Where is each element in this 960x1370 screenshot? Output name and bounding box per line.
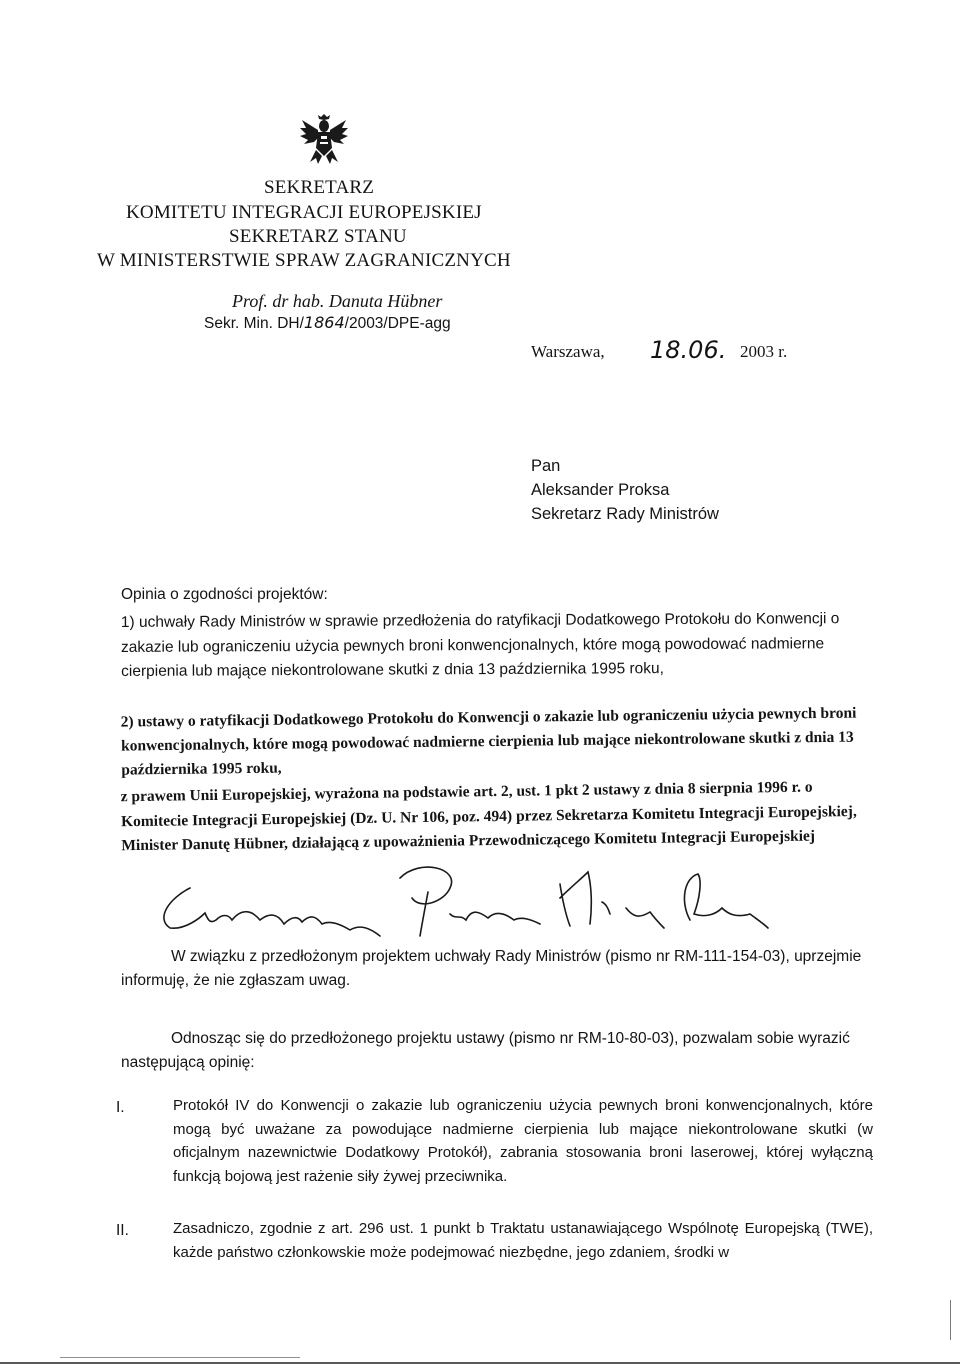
date-year: 2003 r.: [740, 342, 788, 361]
reference-suffix: /2003/DPE-agg: [344, 315, 451, 332]
handwritten-signatures: [150, 858, 790, 958]
author-name: Prof. dr hab. Danuta Hübner: [232, 291, 443, 311]
header-line-1: SEKRETARZ: [264, 177, 375, 198]
addressee-salutation: Pan: [531, 457, 561, 475]
header-line-3: SEKRETARZ STANU: [229, 226, 407, 247]
point-2-text: Zasadniczo, zgodnie z art. 296 ust. 1 punkt b Traktatu ustanawiającego Wspólnotę Europejską (TWE), każde państwo członkowskie może podejmować niezbędne, jego zdaniem, środki w: [173, 1220, 873, 1261]
point-1-text: Protokół IV do Konwencji o zakazie lub ograniczeniu użycia pewnych broni konwencjonalnych, które mogą być uważane za powodujące nadmierne cierpienia lub mające niekontrolowane skutki (w oficjalnym nazewnictwie Dodatkowy Protokół), zabrania stosowania broni laserowej, której wyłączną funkcją bojową jest rażenie siły żywej przeciwnika.: [173, 1097, 873, 1185]
stamp-heading: Opinia o zgodności projektów:: [121, 586, 328, 603]
stamp-body: z prawem Unii Europejskiej, wyrażona na podstawie art. 2, ust. 1 pkt 2 ustawy z dnia 8 sierpnia 1996 r. o Komitecie Integracji Europejskiej (Dz. U. Nr 106, poz. 494) przez Sekretarza Komitetu Integracji Europejskiej, Minister Danutę Hübner, działającą z upoważnienia Przewodniczącego Komitetu Integracji Europejskiej: [120, 778, 857, 855]
stamp-item-1: 1) uchwały Rady Ministrów w sprawie przedłożenia do ratyfikacji Dodatkowego Protokołu do Konwencji o zakazie lub ograniczeniu użycia pewnych broni konwencjonalnych, które mogą powodować nadmierne cierpienia lub mające niekontrolowane skutki z dnia 13 października 1995 roku,: [120, 610, 840, 680]
header-line-2: KOMITETU INTEGRACJI EUROPEJSKIEJ: [126, 202, 482, 223]
date-handwritten: 18.06.: [650, 336, 727, 364]
point-1-number: I.: [116, 1099, 125, 1116]
addressee-title: Sekretarz Rady Ministrów: [531, 505, 719, 523]
addressee-name: Aleksander Proksa: [531, 481, 670, 499]
reference-handwritten: 1864: [303, 313, 345, 332]
reference-prefix: Sekr. Min. DH/: [204, 315, 304, 332]
paragraph-opinion: Odnosząc się do przedłożonego projektu ustawy (pismo nr RM-10-80-03), pozwalam sobie wyrazić następującą opinię:: [121, 1030, 850, 1071]
point-2-number: II.: [116, 1222, 129, 1239]
scan-edge-line-short: [60, 1357, 300, 1358]
date-place: Warszawa,: [531, 342, 605, 361]
eagle-emblem-icon: [296, 110, 352, 170]
stamp-item-2: 2) ustawy o ratyfikacji Dodatkowego Protokołu do Konwencji o zakazie lub ograniczeniu użycia pewnych broni konwencjonalnych, które mogą powodować nadmierne cierpienia lub mające niekontrolowane skutki z dnia 13 października 1995 roku,: [120, 704, 857, 779]
header-line-4: W MINISTERSTWIE SPRAW ZAGRANICZNYCH: [97, 250, 511, 271]
reference-number: [204, 313, 451, 333]
scan-edge-line: [0, 1362, 960, 1364]
scan-margin-mark: [950, 1300, 951, 1340]
paragraph-resolution: W związku z przedłożonym projektem uchwały Rady Ministrów (pismo nr RM-111-154-03), uprzejmie informuję, że nie zgłaszam uwag.: [121, 948, 862, 989]
